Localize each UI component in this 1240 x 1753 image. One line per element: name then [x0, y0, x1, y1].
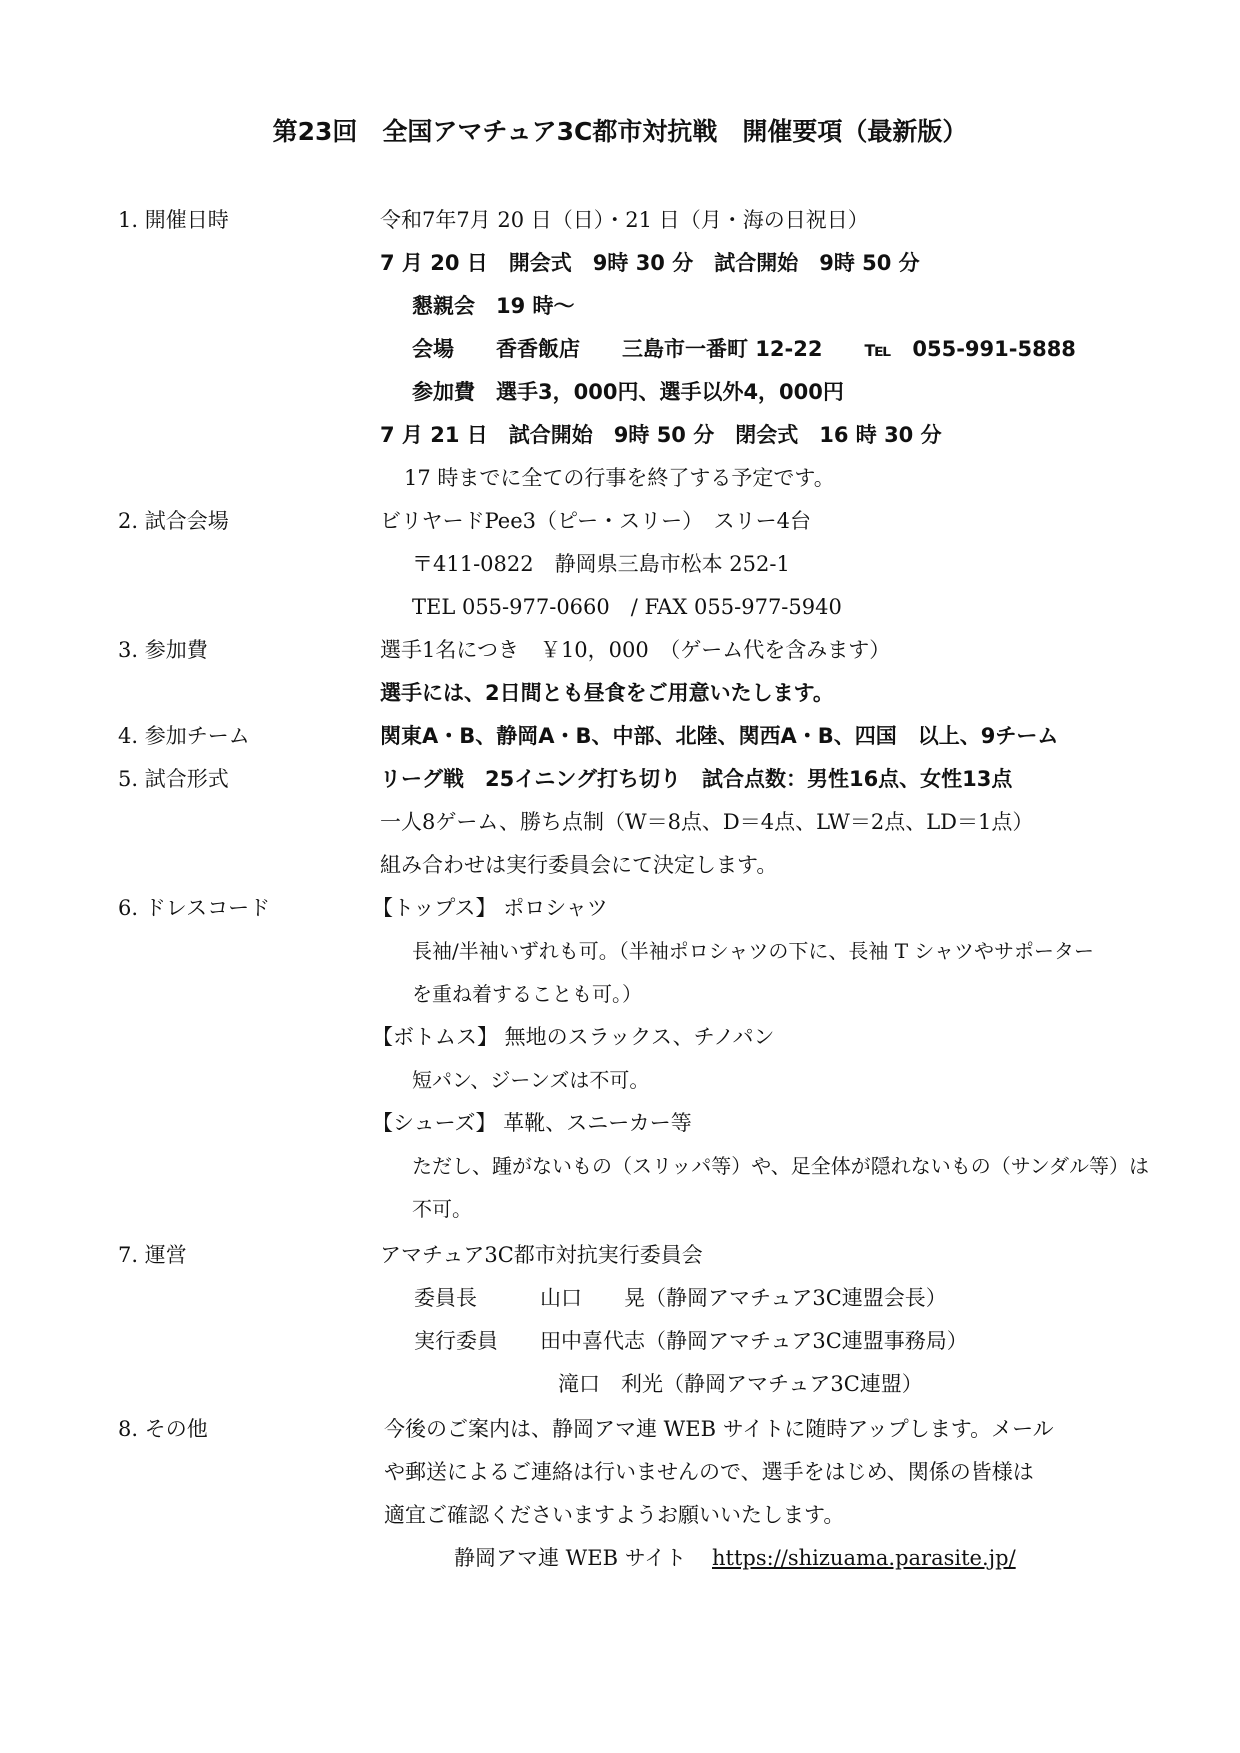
teams-list: 関東A・B、静岡A・B、中部、北陸、関西A・B、四国 以上、9チーム: [380, 724, 1059, 748]
other-note-2: や郵送によるご連絡は行いませんので、選手をはじめ、関係の皆様は: [384, 1460, 1034, 1484]
schedule-day1: 7 月 20 日 開会式 9時 30 分 試合開始 9時 50 分: [380, 251, 920, 275]
dress-bottoms-note: 短パン、ジーンズは不可。: [412, 1068, 650, 1092]
schedule-party-venue: 会場 香香飯店 三島市一番町 12-22 ℡ 055-991-5888: [412, 337, 1076, 361]
dress-tops: 【トップス】 ポロシャツ: [372, 896, 608, 920]
fee-lunch-note: 選手には、2日間とも昼食をご用意いたします。: [380, 681, 834, 705]
dress-bottoms: 【ボトムス】 無地のスラックス、チノパン: [372, 1025, 775, 1049]
schedule-end-note: 17 時までに全ての行事を終了する予定です。: [404, 466, 835, 490]
other-note-3: 適宜ご確認くださいますようお願いいたします。: [384, 1503, 845, 1527]
venue-address: 〒411-0822 静岡県三島市松本 252-1: [412, 552, 790, 576]
format-pairing: 組み合わせは実行委員会にて決定します。: [380, 853, 778, 877]
organizer-member-1: 実行委員 田中喜代志（静岡アマチュア3C連盟事務局）: [414, 1329, 968, 1353]
section-label-dresscode: 6. ドレスコード: [118, 896, 271, 920]
section-label-schedule: 1. 開催日時: [118, 208, 229, 232]
format-league: リーグ戦 25イニング打ち切り 試合点数：男性16点、女性13点: [380, 767, 1013, 791]
venue-name: ビリヤードPee3（ピー・スリー） スリー4台: [380, 509, 812, 533]
organizer-member-2: 滝口 利光（静岡アマチュア3C連盟）: [558, 1372, 923, 1396]
organizer-committee: アマチュア3C都市対抗実行委員会: [380, 1243, 703, 1267]
dress-shoes-note: ただし、踵がないもの（スリッパ等）や、足全体が隠れないもの（サンダル等）は: [412, 1154, 1149, 1178]
schedule-dates: 令和7年7月 20 日（日）・21 日（月・海の日祝日）: [380, 208, 869, 232]
organizer-chair: 委員長 山口 晃（静岡アマチュア3C連盟会長）: [414, 1286, 947, 1310]
venue-contact: TEL 055-977-0660 / FAX 055-977-5940: [412, 595, 842, 619]
dress-tops-note: 長袖/半袖いずれも可。（半袖ポロシャツの下に、長袖 T シャツやサポーター: [412, 939, 1094, 963]
section-label-fee: 3. 参加費: [118, 638, 208, 662]
dress-shoes-note-cont: 不可。: [412, 1197, 472, 1221]
schedule-party-fee: 参加費 選手3，000円、選手以外4，000円: [412, 380, 844, 404]
section-label-teams: 4. 参加チーム: [118, 724, 250, 748]
section-label-organizer: 7. 運営: [118, 1243, 187, 1267]
website-label: 静岡アマ連 WEB サイト: [454, 1546, 687, 1570]
section-label-venue: 2. 試合会場: [118, 509, 229, 533]
document-title: 第23回 全国アマチュア3C都市対抗戦 開催要項（最新版）: [272, 117, 968, 146]
fee-amount: 選手1名につき ￥10，000 （ゲーム代を含みます）: [380, 638, 891, 662]
dress-shoes: 【シューズ】 革靴、スニーカー等: [372, 1111, 692, 1135]
schedule-day2: 7 月 21 日 試合開始 9時 50 分 閉会式 16 時 30 分: [380, 423, 942, 447]
other-note-1: 今後のご案内は、静岡アマ連 WEB サイトに随時アップします。メール: [384, 1417, 1054, 1441]
website-link[interactable]: https://shizuama.parasite.jp/: [712, 1546, 1016, 1570]
format-points: 一人8ゲーム、勝ち点制（W＝8点、D＝4点、LW＝2点、LD＝1点）: [380, 810, 1034, 834]
dress-tops-note-cont: を重ね着することも可。）: [412, 982, 642, 1006]
section-label-other: 8. その他: [118, 1417, 208, 1441]
section-label-format: 5. 試合形式: [118, 767, 229, 791]
schedule-party: 懇親会 19 時～: [412, 294, 575, 318]
